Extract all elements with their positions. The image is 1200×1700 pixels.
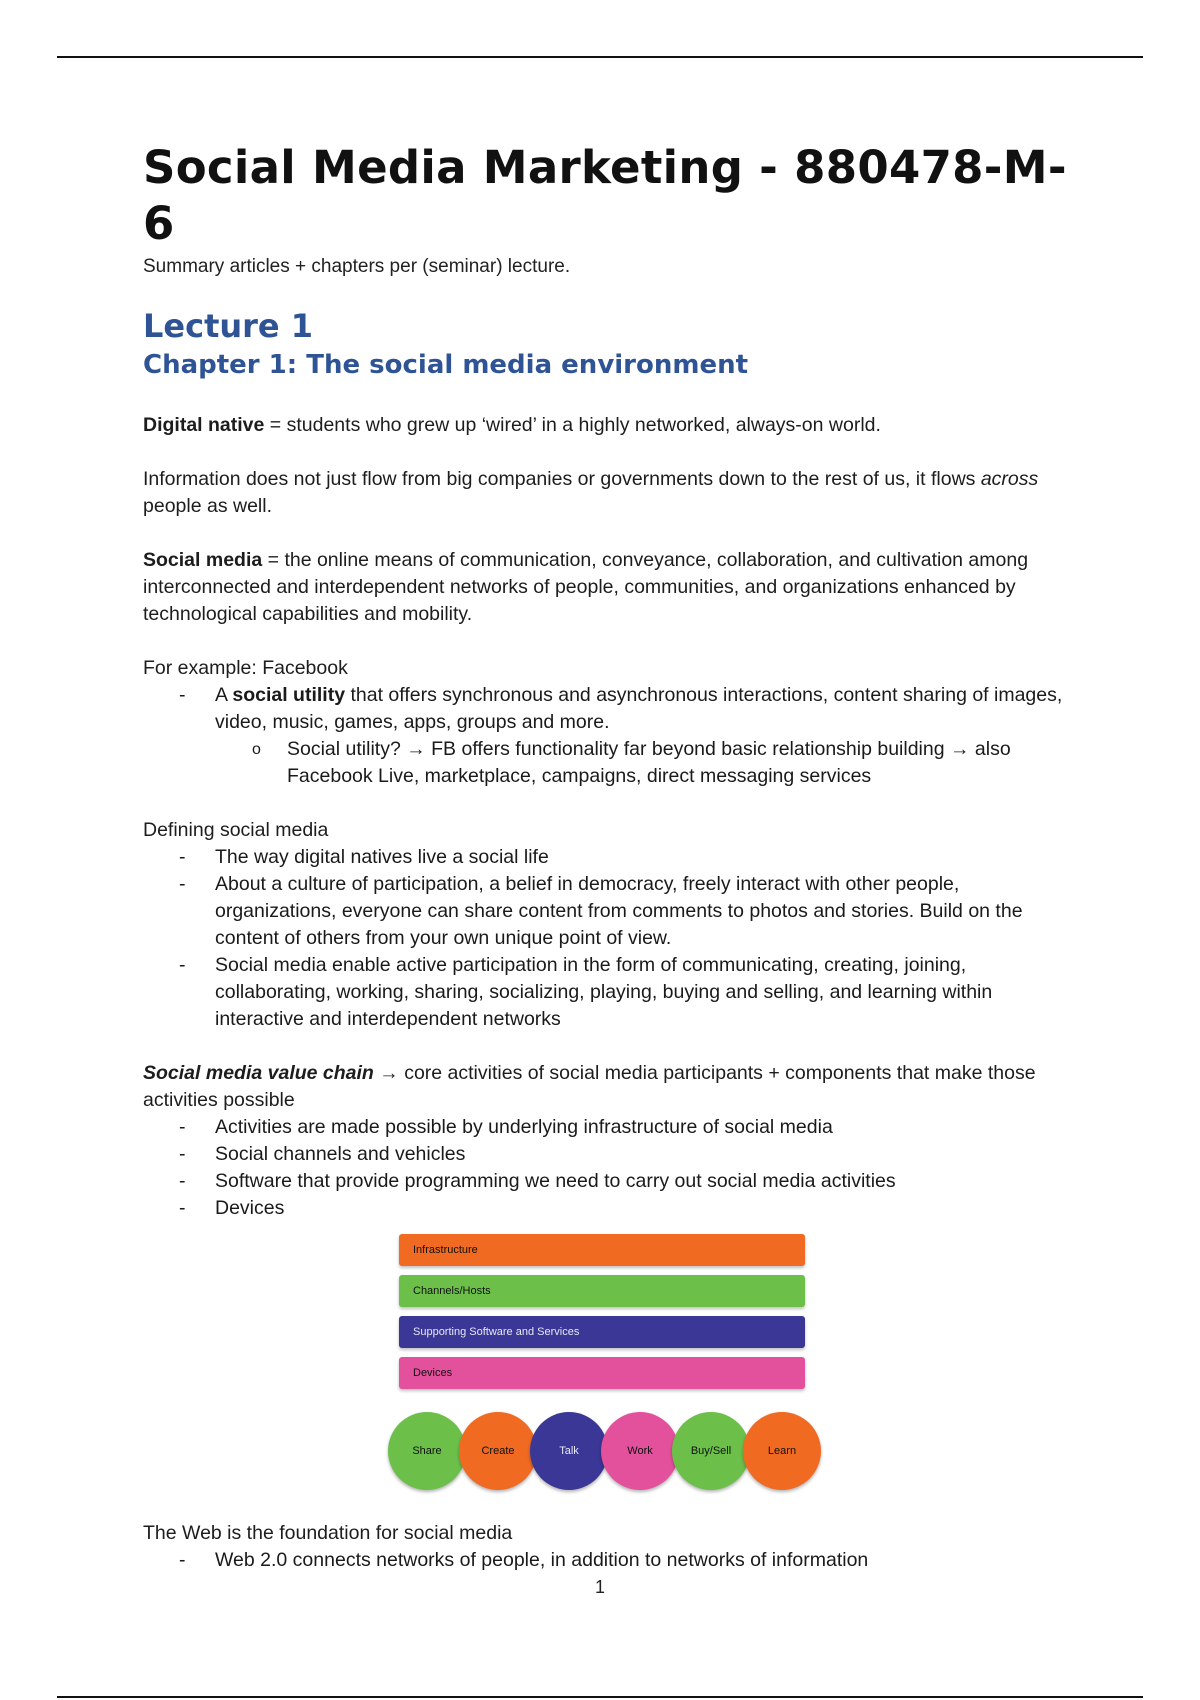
list-item bbox=[215, 682, 1073, 790]
diagram-bar-software: Supporting Software and Services bbox=[399, 1316, 805, 1348]
value-chain-paragraph bbox=[143, 1060, 1073, 1114]
diagram-bar-channels: Channels/Hosts bbox=[399, 1275, 805, 1307]
example-list bbox=[143, 682, 1073, 790]
information-flow-paragraph bbox=[143, 466, 1073, 520]
digital-native-definition: = students who grew up ‘wired’ in a highly networked, always-on world. bbox=[264, 414, 881, 436]
list-item: - Software that provide programming we need to carry out social media activities bbox=[215, 1168, 1073, 1195]
list-item: - Social channels and vehicles bbox=[215, 1141, 1073, 1168]
chapter-heading: Chapter 1: The social media environment bbox=[143, 350, 749, 380]
diagram-bar-infrastructure: Infrastructure bbox=[399, 1234, 805, 1266]
web-list bbox=[143, 1547, 1073, 1574]
diagram-circle-work: Work bbox=[601, 1412, 679, 1490]
list-item: - The way digital natives live a social life bbox=[215, 844, 1073, 871]
list-item: - About a culture of participation, a belief in democracy, freely interact with other people, organizations, everyone can share content from comments to photos and stories. Build on the content of others from your own unique point of view. bbox=[215, 871, 1073, 952]
information-flow-text-2: people as well. bbox=[143, 495, 272, 517]
diagram-circle-learn: Learn bbox=[743, 1412, 821, 1490]
top-rule bbox=[57, 56, 1143, 58]
web-intro: The Web is the foundation for social media bbox=[143, 1522, 513, 1544]
value-chain-text: → core activities of social media participants + components that make those activities possible bbox=[143, 1062, 1036, 1111]
list-item: - Activities are made possible by underlying infrastructure of social media bbox=[215, 1114, 1073, 1141]
list-item: - Web 2.0 connects networks of people, in addition to networks of information bbox=[215, 1547, 1073, 1574]
page-number: 1 bbox=[594, 1577, 605, 1597]
information-flow-emphasis: across bbox=[980, 468, 1039, 490]
information-flow-text-1: Information does not just flow from big companies or governments down to the rest of us, it flows bbox=[143, 468, 981, 490]
page-content bbox=[143, 140, 1073, 1574]
document-title: Social Media Marketing - 880478-M-6 bbox=[143, 141, 1067, 250]
bottom-rule bbox=[57, 1696, 1143, 1698]
diagram-bar-devices: Devices bbox=[399, 1357, 805, 1389]
list-item: - Social media enable active participation in the form of communicating, creating, joining, collaborating, working, sharing, socializing, playing, buying and selling, and learning within interactive and interdependent networks bbox=[215, 952, 1073, 1033]
lecture-heading: Lecture 1 bbox=[143, 307, 314, 345]
diagram-circle-talk: Talk bbox=[530, 1412, 608, 1490]
diagram-circle-buy-sell: Buy/Sell bbox=[672, 1412, 750, 1490]
digital-native-paragraph bbox=[143, 412, 1073, 439]
digital-native-term: Digital native bbox=[143, 414, 265, 436]
defining-intro: Defining social media bbox=[143, 819, 329, 841]
list-item: - Devices bbox=[215, 1195, 1073, 1222]
example-bullet-text: that offers synchronous and asynchronous interactions, content sharing of images, video, music, games, apps, groups and more. bbox=[215, 684, 1063, 733]
value-chain-term: Social media value chain bbox=[143, 1062, 374, 1084]
document-subtitle: Summary articles + chapters per (seminar) lecture. bbox=[143, 256, 571, 277]
value-chain-diagram bbox=[143, 1230, 1073, 1520]
list-item: o Social utility? → FB offers functionality far beyond basic relationship building → also Facebook Live, marketplace, campaigns, direct messaging services bbox=[287, 736, 1073, 790]
social-media-definition-paragraph bbox=[143, 547, 1073, 628]
defining-list bbox=[143, 844, 1073, 1033]
example-bullet-prefix: A bbox=[215, 684, 233, 706]
example-sublist bbox=[215, 736, 1073, 790]
social-media-term: Social media bbox=[143, 549, 263, 571]
social-media-definition: = the online means of communication, conveyance, collaboration, and cultivation among interconnected and interdependent networks of people, communities, and organizations enhanced by technological capabilities and mobility. bbox=[143, 549, 1029, 625]
diagram-circle-create: Create bbox=[459, 1412, 537, 1490]
example-intro: For example: Facebook bbox=[143, 657, 348, 679]
diagram-circle-share: Share bbox=[388, 1412, 466, 1490]
social-utility-term: social utility bbox=[232, 684, 346, 706]
value-chain-list bbox=[143, 1114, 1073, 1222]
